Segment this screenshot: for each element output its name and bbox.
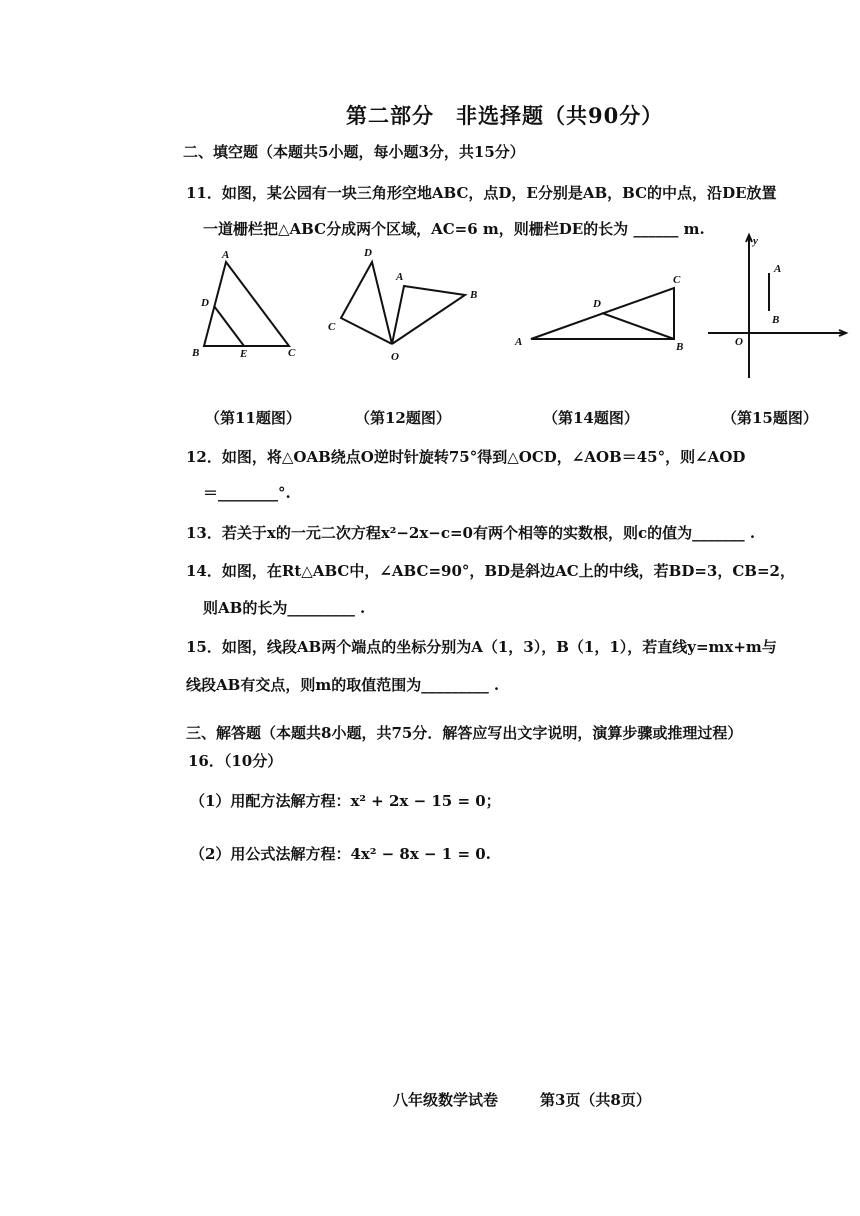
section-3-heading: 三、解答题（本题共8小题，共75分．解答应写出文字说明，演算步骤或推理过程） <box>186 724 743 742</box>
caption-figure-15: （第15题图） <box>722 409 818 427</box>
question-14-line-2: 则AB的长为_________ . <box>203 599 366 617</box>
figure-11 <box>191 249 296 360</box>
question-15-line-1: 15．如图，线段AB两个端点的坐标分别为A（1，3），B（1，1），若直线y=mx+m与 <box>186 638 777 656</box>
caption-figure-12: （第12题图） <box>355 409 451 427</box>
fig15-label-o: O <box>735 336 743 348</box>
question-15-line-2: 线段AB有交点，则m的取值范围为_________ . <box>186 676 500 694</box>
section-2-heading: 二、填空题（本题共5小题，每小题3分，共15分） <box>183 143 525 161</box>
fig11-label-a: A <box>222 249 230 261</box>
question-14-line-1: 14．如图，在Rt△ABC中，∠ABC=90°，BD是斜边AC上的中线，若BD=3，CB=2， <box>186 562 795 580</box>
fig11-label-e: E <box>240 348 248 360</box>
figure-14 <box>514 274 683 353</box>
question-11-line-2: 一道栅栏把△ABC分成两个区域，AC=6 m，则栅栏DE的长为 ______ m. <box>203 220 705 238</box>
fig15-label-b: B <box>772 314 780 326</box>
fig12-label-o: O <box>391 351 399 363</box>
question-12-line-2: ＝________°. <box>203 484 291 502</box>
fig11-label-c: C <box>288 347 296 359</box>
fig14-label-b: B <box>676 341 684 353</box>
caption-figure-14: （第14题图） <box>543 409 639 427</box>
triangle-oab <box>392 286 465 344</box>
figures-area <box>0 0 860 440</box>
caption-figure-11: （第11题图） <box>205 409 301 427</box>
footer-subject: 八年级数学试卷 <box>393 1091 499 1109</box>
fig12-label-a: A <box>396 271 404 283</box>
fig14-label-c: C <box>673 274 681 286</box>
fig11-label-d: D <box>201 297 209 309</box>
page-title: 第二部分 非选择题（共90分） <box>346 103 664 128</box>
question-11-line-1: 11．如图，某公园有一块三角形空地ABC，点D，E分别是AB，BC的中点，沿DE放置 <box>186 184 777 202</box>
fig14-label-d: D <box>593 298 601 310</box>
fig14-label-a: A <box>515 336 523 348</box>
question-16-part-2: （2）用公式法解方程：4x² − 8x − 1 = 0. <box>190 845 491 863</box>
question-13: 13．若关于x的一元二次方程x²−2x−c=0有两个相等的实数根，则c的值为_______ . <box>186 524 756 542</box>
segment-de <box>214 306 244 346</box>
triangle-ocd <box>341 262 392 344</box>
question-12-line-1: 12．如图，将△OAB绕点O逆时针旋转75°得到△OCD，∠AOB＝45°，则∠AOD <box>186 448 746 466</box>
segment-bd <box>602 313 674 339</box>
fig12-label-c: C <box>328 321 336 333</box>
figure-15 <box>708 235 846 378</box>
question-16-title: 16．（10分） <box>188 752 283 770</box>
fig12-label-b: B <box>470 289 478 301</box>
figure-12 <box>328 247 477 363</box>
footer-page-number: 第3页（共8页） <box>540 1091 651 1109</box>
fig12-label-d: D <box>364 247 372 259</box>
fig15-label-a: A <box>774 263 782 275</box>
triangle-abc <box>204 262 289 346</box>
fig11-label-b: B <box>192 347 200 359</box>
fig15-label-y: y <box>753 235 758 247</box>
question-16-part-1: （1）用配方法解方程：x² + 2x − 15 = 0； <box>190 792 501 810</box>
